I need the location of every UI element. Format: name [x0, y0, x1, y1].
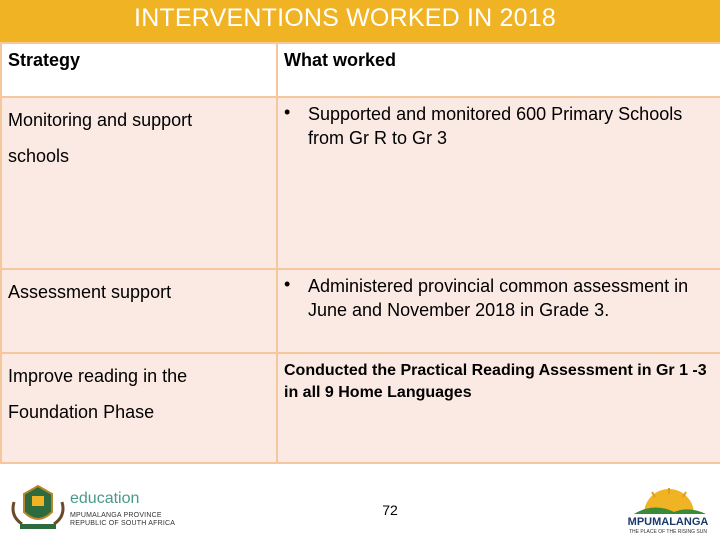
coat-of-arms-icon	[8, 482, 68, 532]
slide-title: INTERVENTIONS WORKED IN 2018	[134, 4, 556, 32]
title-bar	[0, 0, 720, 42]
page-number: 72	[382, 502, 398, 518]
header-strategy-label: Strategy	[8, 50, 81, 70]
interventions-table	[0, 42, 720, 464]
header-what-worked-label: What worked	[284, 50, 397, 70]
strategy-line: Monitoring and support	[8, 110, 193, 130]
what-worked-text: Conducted the Practical Reading Assessment in Gr 1 -3 in all 9 Home Languages	[284, 362, 707, 401]
what-worked-text: Supported and monitored 600 Primary Schools from Gr R to Gr 3	[308, 104, 683, 148]
strategy-line: Improve reading in the	[8, 366, 188, 386]
what-worked-cell	[277, 353, 720, 463]
bullet-icon: •	[284, 102, 291, 122]
what-worked-cell	[277, 97, 720, 269]
table-row	[1, 269, 720, 353]
what-worked-cell	[277, 269, 720, 353]
strategy-cell	[1, 97, 277, 269]
table-row	[1, 97, 720, 269]
education-logo-sub2: REPUBLIC OF SOUTH AFRICA	[70, 520, 176, 527]
rising-sun-icon	[624, 486, 714, 516]
header-strategy	[1, 43, 277, 97]
mpumalanga-tagline: THE PLACE OF THE RISING SUN	[629, 529, 707, 535]
table-row	[1, 353, 720, 463]
mpumalanga-logo-text: MPUMALANGA	[627, 516, 709, 528]
strategy-line: schools	[8, 146, 70, 166]
strategy-line: Foundation Phase	[8, 402, 155, 422]
education-logo-sub1: MPUMALANGA PROVINCE	[70, 512, 162, 519]
strategy-cell	[1, 353, 277, 463]
header-what-worked	[277, 43, 720, 97]
what-worked-text: Administered provincial common assessment in June and November 2018 in Grade 3.	[308, 276, 689, 320]
table-header-row	[1, 43, 720, 97]
strategy-cell	[1, 269, 277, 353]
bullet-icon: •	[284, 274, 291, 294]
education-logo-text: education	[70, 490, 140, 507]
strategy-line: Assessment support	[8, 282, 172, 302]
